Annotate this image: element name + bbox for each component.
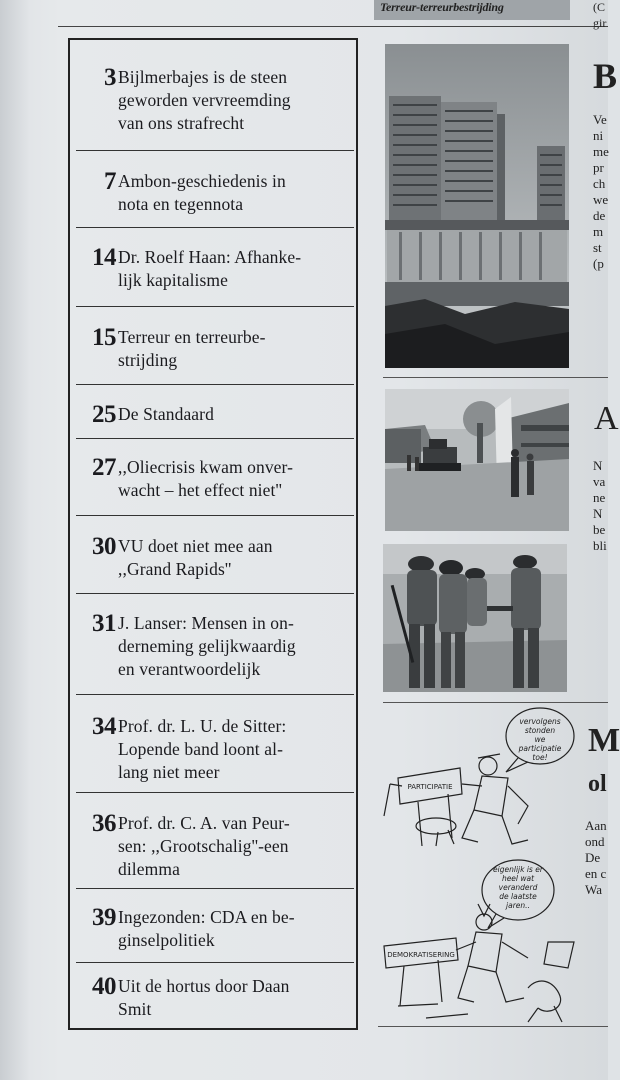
street-scene-illustration: [385, 389, 569, 531]
toc-title-line: van ons strafrecht: [118, 113, 245, 133]
toc-separator: [76, 306, 354, 307]
toc-title-line: Dr. Roelf Haan: Afhanke-: [118, 247, 302, 267]
toc-page-number: 7: [104, 168, 116, 195]
text-line: be: [593, 522, 606, 537]
section-heading-fragment: B: [593, 56, 618, 96]
toc-title: [118, 456, 354, 502]
section-rule: [383, 377, 608, 378]
toc-title-line: Terreur en terreurbe-: [118, 327, 266, 347]
toc-title-line: ginselpolitiek: [118, 930, 215, 950]
toc-title: [118, 246, 354, 292]
toc-title: [118, 715, 354, 784]
text-line: ne: [593, 490, 606, 505]
toc-separator: [76, 515, 354, 516]
text-line: ond: [585, 834, 605, 849]
text-line: ch: [593, 176, 606, 191]
toc-title-line: geworden vervreemding: [118, 90, 291, 110]
toc-title: [118, 535, 354, 581]
toc-title-line: lijk kapitalisme: [118, 270, 228, 290]
toc-title: [118, 403, 354, 426]
section-heading-fragment: A: [594, 400, 619, 437]
toc-page-number: 3: [104, 64, 116, 91]
toc-page-number: 25: [92, 401, 116, 428]
article-text-fragment: [593, 458, 607, 554]
text-line: ni: [593, 128, 604, 143]
text-line: me: [593, 144, 609, 159]
toc-title: [118, 812, 354, 881]
toc-title: [118, 612, 354, 681]
cartoon-bubble-text: de laatste: [499, 892, 537, 901]
toc-title: [118, 906, 354, 952]
text-line: bli: [593, 538, 607, 553]
text-line: N: [593, 506, 603, 521]
toc-title-line: wacht – het effect niet'': [118, 480, 282, 500]
cartoon-bubble-text: heel wat: [501, 874, 535, 883]
text-line: en c: [585, 866, 607, 881]
text-line: de: [593, 208, 606, 223]
toc-title-line: sen: ,,Grootschalig''-een: [118, 836, 289, 856]
text-line: Ve: [593, 112, 607, 127]
toc-separator: [76, 438, 354, 439]
text-line: N: [593, 458, 603, 473]
toc-page-number: 40: [92, 973, 116, 1000]
toc-separator: [76, 694, 354, 695]
top-photo-caption: Terreur-terreurbestrijding: [374, 0, 570, 20]
toc-separator: [76, 962, 354, 963]
toc-page-number: 27: [92, 454, 116, 481]
prison-building-photo: [385, 44, 569, 368]
toc-title-line: lang niet meer: [118, 762, 220, 782]
cartoon-bubble-text: jaren..: [506, 901, 530, 910]
toc-separator: [76, 384, 354, 385]
toc-separator: [76, 150, 354, 151]
top-right-fragment: (C: [593, 0, 605, 14]
cartoon-bubble-text: stonden: [524, 726, 556, 735]
toc-title-line: Bijlmerbajes is de steen: [118, 67, 288, 87]
toc-title-line: Smit: [118, 999, 152, 1019]
toc-title-line: Prof. dr. C. A. van Peur-: [118, 813, 290, 833]
top-right-fragments: [593, 0, 606, 32]
toc-title-line: Ambon-geschiedenis in: [118, 171, 286, 191]
toc-page-number: 34: [92, 713, 116, 740]
toc-title: [118, 326, 354, 372]
toc-title-line: ,,Oliecrisis kwam onver-: [118, 457, 294, 477]
toc-title: [118, 66, 354, 135]
toc-title-line: De Standaard: [118, 404, 214, 424]
text-line: pr: [593, 160, 604, 175]
section-heading-fragment: M: [588, 722, 620, 759]
cartoon-drawing: [378, 706, 580, 1028]
article-text-fragment: [585, 818, 607, 898]
toc-title-line: VU doet niet mee aan: [118, 536, 273, 556]
soldiers-illustration: [383, 544, 567, 692]
text-line: De: [585, 850, 601, 865]
text-line: m: [593, 224, 604, 239]
toc-page-number: 39: [92, 904, 116, 931]
toc-separator: [76, 888, 354, 889]
street-scene-photo: [385, 389, 569, 531]
toc-title-line: nota en tegennota: [118, 194, 244, 214]
text-line: va: [593, 474, 606, 489]
text-line: Wa: [585, 882, 602, 897]
cartoon-sign-text: DEMOKRATISERING: [387, 951, 455, 959]
toc-separator: [76, 227, 354, 228]
toc-title-line: Uit de hortus door Daan: [118, 976, 290, 996]
cartoon-bubble-text: veranderd: [498, 883, 538, 892]
toc-page-number: 30: [92, 533, 116, 560]
toc-separator: [76, 792, 354, 793]
section-rule: [383, 702, 608, 703]
text-line: Aan: [585, 818, 607, 833]
toc-page-number: 36: [92, 810, 116, 837]
toc-title-line: J. Lanser: Mensen in on-: [118, 613, 294, 633]
toc-title-line: Prof. dr. L. U. de Sitter:: [118, 716, 287, 736]
cartoon-bubble-text: eigenlijk is er: [493, 865, 543, 874]
cartoon-bubble-text: participatie: [518, 744, 562, 753]
cartoon-bubble-text: toe!: [532, 753, 548, 762]
section-heading-fragment: ol: [588, 771, 607, 797]
soldiers-photo: [383, 544, 567, 692]
toc-page-number: 31: [92, 610, 116, 637]
cartoon-illustration: [378, 706, 580, 1028]
text-line: we: [593, 192, 609, 207]
top-right-fragment: gir: [593, 16, 607, 30]
section-rule: [378, 1026, 608, 1027]
toc-title-line: Ingezonden: CDA en be-: [118, 907, 295, 927]
toc-separator: [76, 593, 354, 594]
toc-title-line: dilemma: [118, 859, 180, 879]
cartoon-bubble-text: vervolgens: [519, 717, 561, 726]
text-line: st: [593, 240, 602, 255]
cartoon-sign-text: PARTICIPATIE: [407, 783, 453, 791]
table-of-contents: [68, 38, 358, 1030]
toc-page-number: 15: [92, 324, 116, 351]
prison-building-illustration: [385, 44, 569, 368]
top-rule: [58, 26, 608, 27]
toc-title-line: en verantwoordelijk: [118, 659, 261, 679]
toc-title: [118, 170, 354, 216]
cartoon-bubble-text: we: [534, 735, 546, 744]
toc-title-line: strijding: [118, 350, 178, 370]
toc-title: [118, 975, 354, 1021]
toc-title-line: derneming gelijkwaardig: [118, 636, 296, 656]
toc-title-line: Lopende band loont al-: [118, 739, 283, 759]
toc-page-number: 14: [92, 244, 116, 271]
text-line: (p: [593, 256, 604, 271]
article-text-fragment: [593, 112, 609, 272]
toc-title-line: ,,Grand Rapids'': [118, 559, 232, 579]
